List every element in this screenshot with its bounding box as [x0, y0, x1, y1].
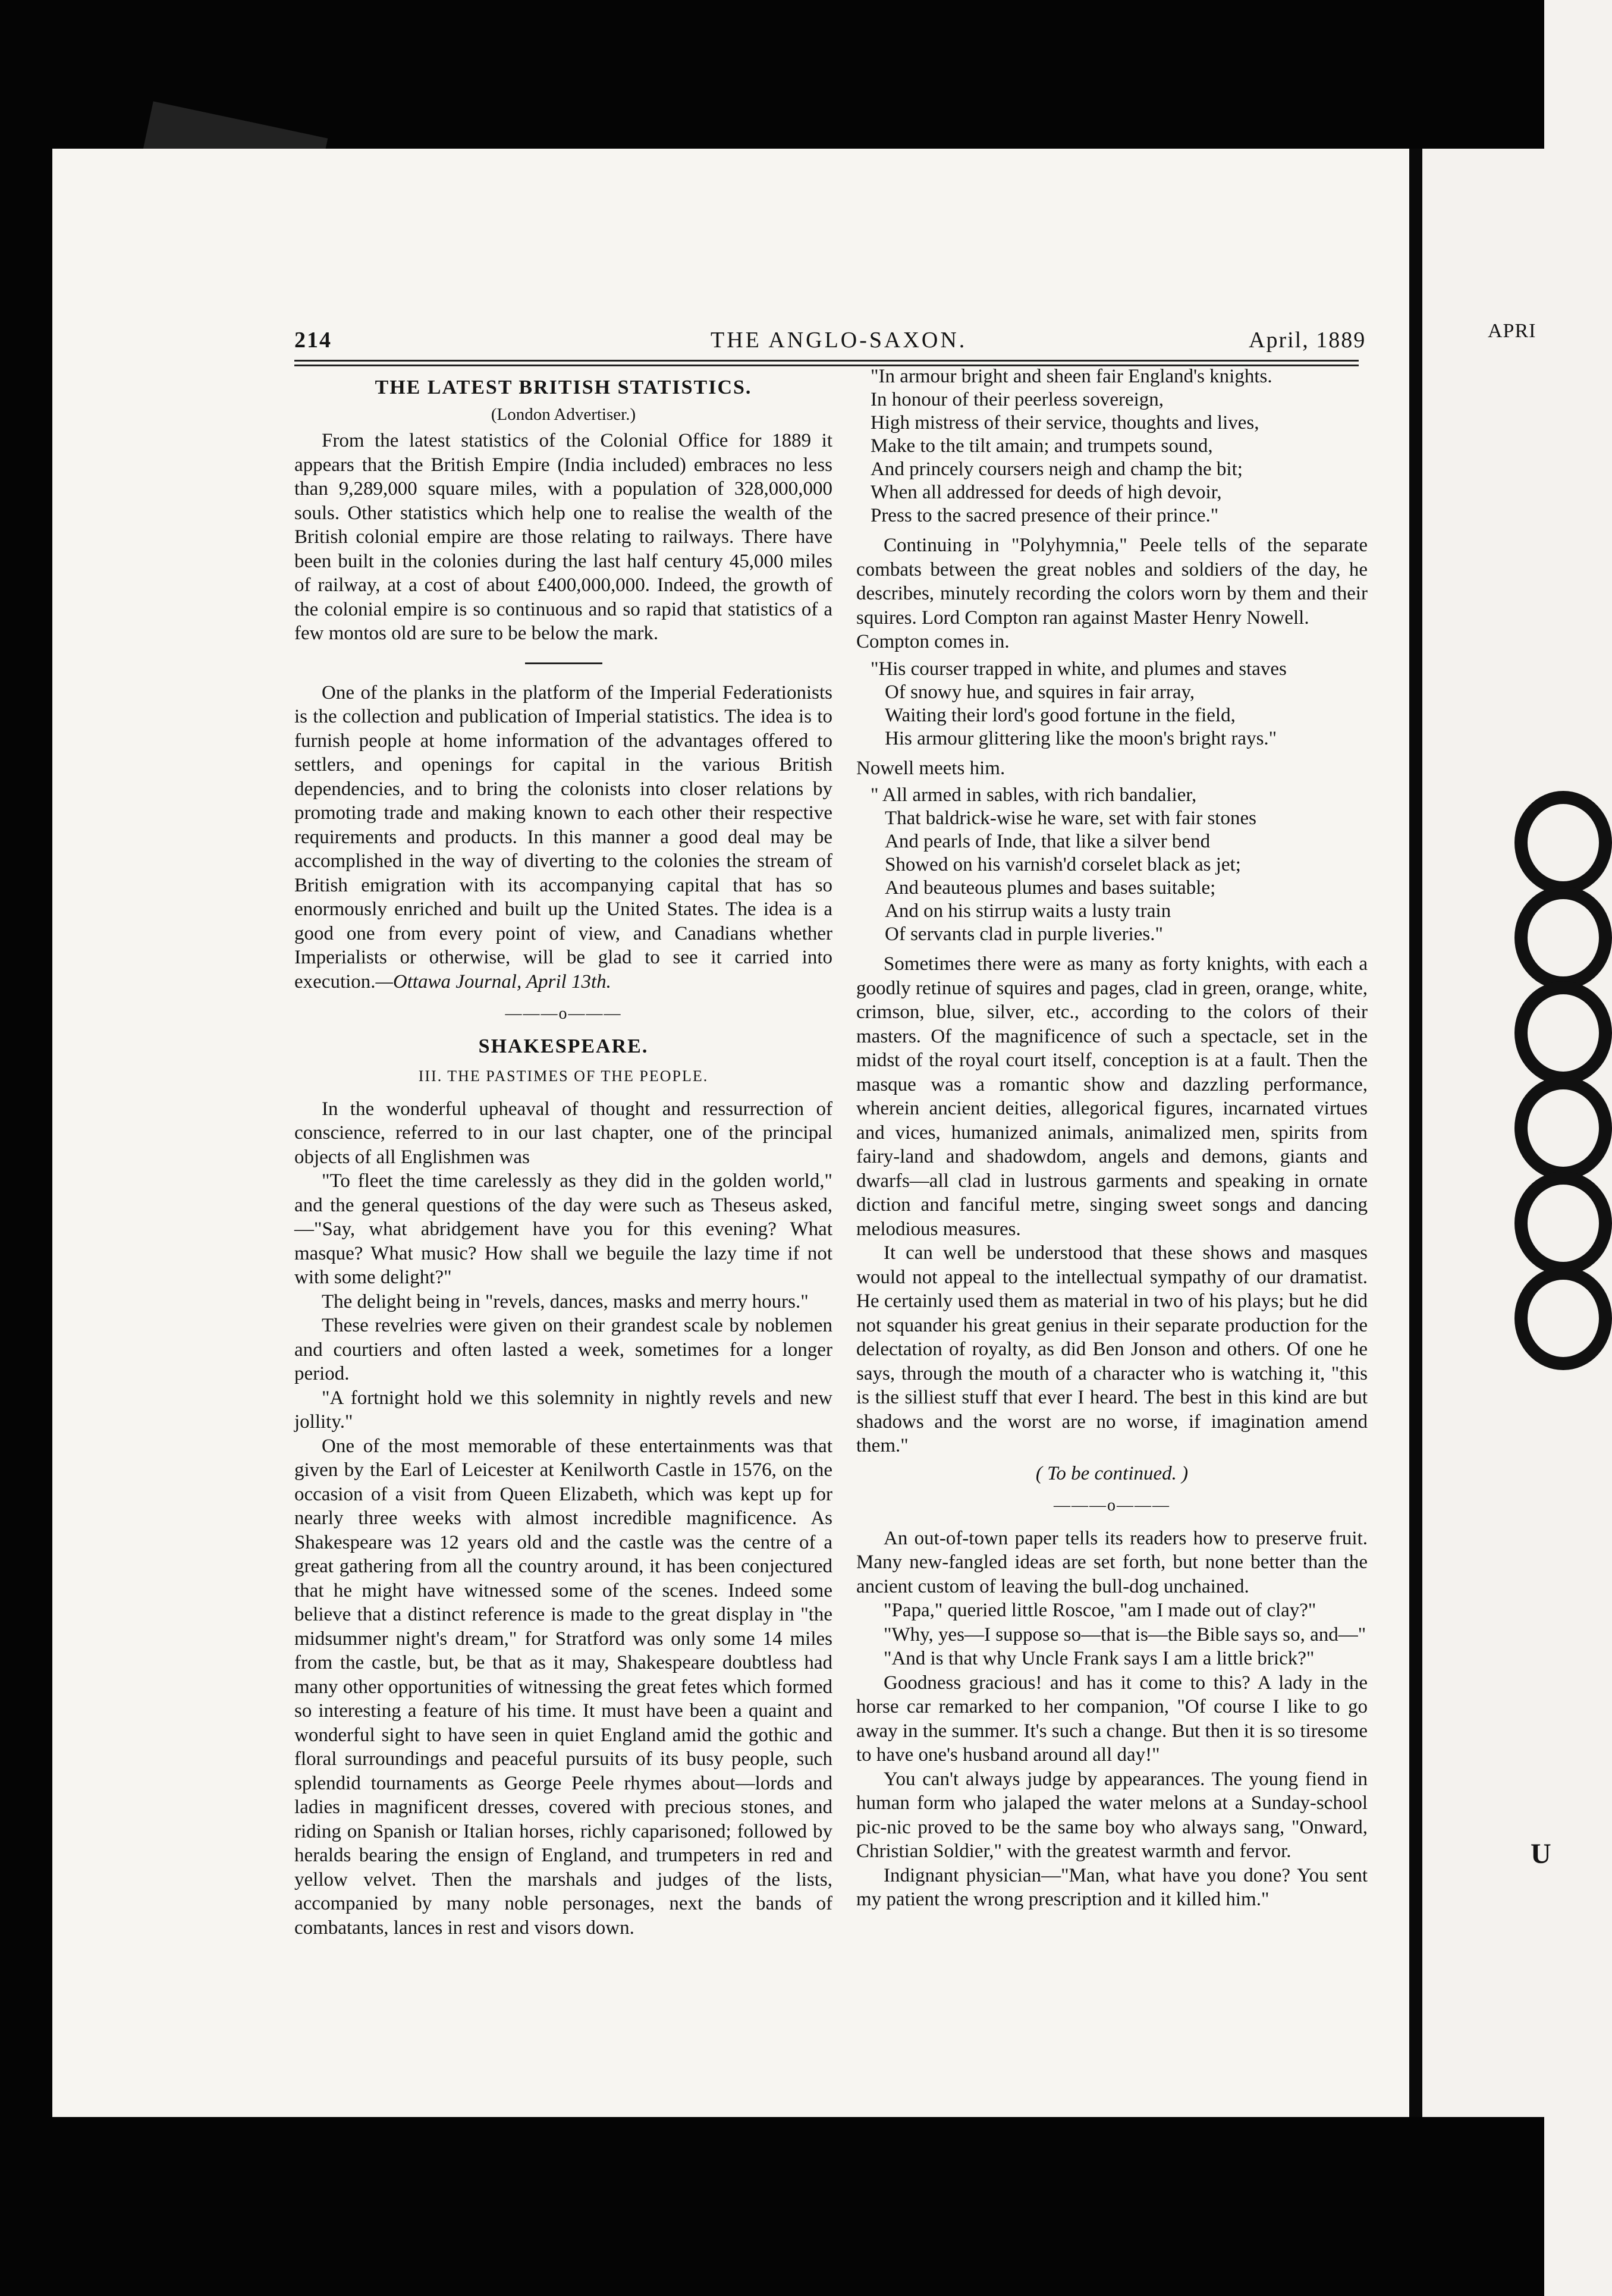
letter-o-fragment	[1514, 791, 1612, 894]
letter-o-fragment	[1514, 981, 1612, 1085]
verse-line: His armour glittering like the moon's bright rays."	[885, 727, 1277, 749]
paragraph-text: One of the planks in the platform of the Imperial Federationists is the collection and publication of Imperial statistics. The idea is to furnish people at home information of the advantages offered to settlers, and openings for capital in the various British dependencies, and to bring the colonists into closer relations by promoting trade and making known to each other their respective requirements and products. In this manner a good deal may be accomplished in the way of diverting to the colonies the stream of British emigration with its accompanying capital that has so enormously enriched and built up the United States. The idea is a good one from every point of view, and Canadians whether Imperialists or otherwise, will be glad to see it carried into execution.	[294, 681, 832, 992]
scan-border-left	[0, 0, 52, 2296]
article-title: SHAKESPEARE.	[478, 1035, 649, 1057]
verse-line: Showed on his varnish'd corselet black as jet;	[885, 854, 1241, 875]
article-paragraph: The delight being in "revels, dances, masks and merry hours."	[322, 1290, 809, 1312]
misc-paragraph: An out-of-town paper tells its readers how to preserve fruit. Many new-fangled ideas are set forth, but none better than the ancient custom of leaving the bull-dog unchained.	[856, 1527, 1368, 1597]
next-page-edge	[1422, 149, 1551, 2117]
verse-line: And pearls of Inde, that like a silver bend	[885, 831, 1211, 852]
letter-u-fragment: U	[1531, 1838, 1551, 1870]
misc-paragraph: "Why, yes—I suppose so—that is—the Bible says so, and—"	[884, 1623, 1366, 1645]
section-divider: ———o———	[505, 1004, 622, 1023]
section-divider	[525, 662, 602, 664]
article-source: (London Advertiser.)	[491, 404, 636, 424]
verse-line: And princely coursers neigh and champ the bit;	[871, 458, 1243, 480]
verse-block	[871, 365, 1368, 527]
verse-block	[871, 784, 1368, 946]
misc-paragraph: Goodness gracious! and has it come to this? A lady in the horse car remarked to her companion, "Of course I like to go away in the summer. It's such a change. But then it is so tiresome to have one's husband around all day!"	[856, 1672, 1368, 1766]
verse-line: Make to the tilt amain; and trumpets sound,	[871, 435, 1213, 457]
letter-o-fragment	[1514, 886, 1612, 990]
verse-line: In honour of their peerless sovereign,	[871, 389, 1164, 410]
misc-paragraph: "Papa," queried little Roscoe, "am I made out of clay?"	[884, 1600, 1316, 1621]
page-gutter	[1409, 149, 1422, 2117]
article-paragraph	[294, 681, 832, 994]
verse-line: That baldrick-wise he ware, set with fair stones	[885, 808, 1256, 829]
article-paragraph: These revelries were given on their grandest scale by noblemen and courtiers and often lasted a week, sometimes for a longer period.	[294, 1315, 832, 1384]
article-subtitle: III. THE PASTIMES OF THE PEOPLE.	[418, 1067, 709, 1085]
article-paragraph: "A fortnight hold we this solemnity in nightly revels and new jollity."	[294, 1387, 832, 1433]
next-page-header: APRI	[1488, 320, 1536, 342]
column-left	[294, 376, 832, 1940]
citation: —Ottawa Journal, April 13th.	[375, 970, 611, 992]
verse-line: Of servants clad in purple liveries."	[885, 924, 1163, 945]
article-paragraph: Sometimes there were as many as forty knights, with each a goodly retinue of squires and pages, clad in green, orange, white, crimson, blue, silver, etc., according to the colors of their masters. Of the magnificence of such a spectacle, set in the midst of the royal court itself, conception is at a fault. Then the masque was a romantic show and dazzling performance, wherein ancient deities, allegorical figures, incarnated virtues and vices, humanized animals, animalized men, spirits from fairy-land and shadowdom, angels and demons, giants and dwarfs—all clad in lustrous garments and speaking in ornate diction and fanciful metre, singing sweet songs and dancing melodious measures.	[856, 953, 1368, 1240]
verse-line: And on his stirrup waits a lusty train	[885, 900, 1171, 922]
article-paragraph: Continuing in "Polyhymnia," Peele tells of the separate combats between the great nobles and soldiers of the day, he describes, minutely recording the colors worn by them and their squires. Lord Compton ran against Master Henry Nowell.	[856, 535, 1368, 629]
verse-line: Press to the sacred presence of their prince."	[871, 505, 1219, 526]
column-right	[856, 362, 1368, 1912]
verse-line: Waiting their lord's good fortune in the field,	[885, 704, 1236, 726]
verse-line: And beauteous plumes and bases suitable;	[885, 877, 1216, 899]
misc-paragraph: Indignant physician—"Man, what have you done? You sent my patient the wrong prescription and it killed him."	[856, 1864, 1368, 1910]
issue-date: April, 1889	[1249, 328, 1366, 353]
article-paragraph: Nowell meets him.	[856, 757, 1005, 779]
verse-line: "His courser trapped in white, and plumes and staves	[871, 658, 1287, 680]
continued-note: ( To be continued. )	[1035, 1462, 1189, 1484]
verse-line: "In armour bright and sheen fair England's knights.	[871, 366, 1272, 387]
publication-title: THE ANGLO-SAXON.	[711, 328, 967, 353]
article-paragraph: In the wonderful upheaval of thought and ressurrection of conscience, referred to in our last chapter, one of the principal objects of all Englishmen was	[294, 1098, 832, 1168]
verse-line: " All armed in sables, with rich bandalier,	[871, 784, 1197, 806]
article-paragraph: "To fleet the time carelessly as they did in the golden world," and the general questions of the day were such as Theseus asked,—"Say, what abridgement have you for this evening? What masque? What music? How shall we beguile the lazy time if not with some delight?"	[294, 1170, 832, 1288]
letter-o-fragment	[1514, 1267, 1612, 1370]
letter-o-fragment	[1514, 1076, 1612, 1180]
section-divider: ———o———	[1054, 1496, 1170, 1515]
article-title: THE LATEST BRITISH STATISTICS.	[375, 376, 752, 398]
verse-line: Of snowy hue, and squires in fair array,	[885, 681, 1195, 703]
verse-line: When all addressed for deeds of high devoir,	[871, 482, 1222, 503]
verse-line: High mistress of their service, thoughts and lives,	[871, 412, 1259, 434]
article-paragraph: One of the most memorable of these entertainments was that given by the Earl of Leicester at Kenilworth Castle in 1576, on the occasion of a visit from Queen Elizabeth, which was kept up for nearly three weeks with almost incredible magnificence. As Shakespeare was 12 years old and the castle was the centre of a great gathering from all the country around, it has been conjectured that he might have witnessed some of the scenes. Indeed some believe that a distinct reference is made to the great display in "the midsummer night's dream," for Stratford was only some 14 miles from the castle, but, be that as it may, Shakespeare doubtless had many other opportunities of witnessing the great fetes which formed so interesting a feature of his time. It must have been a quaint and wonderful sight to have seen in quiet England amid the gothic and floral surroundings and peaceful pursuits of its busy people, such splendid tournaments as George Peele rhymes about—lords and ladies in magnificent dresses, covered with precious stones, and riding on Spanish or Italian horses, richly caparisoned; followed by heralds bearing the ensign of England, and trumpeters in red and yellow velvet. Then the marshals and judges of the lists, accompanied by many noble personages, next the bands of combatants, lances in rest and visors down.	[294, 1435, 832, 1939]
letter-o-fragment	[1514, 1171, 1612, 1275]
misc-paragraph: "And is that why Uncle Frank says I am a little brick?"	[884, 1648, 1315, 1669]
page-number: 214	[294, 328, 332, 353]
article-paragraph: It can well be understood that these shows and masques would not appeal to the intellectual sympathy of our dramatist. He certainly used them as material in two of his plays; but he did not squander his great genius in their separate production for the delectation of royalty, as did Ben Jonson and others. Of one he says, through the mouth of a character who is watching it, "this is the silliest stuff that ever I heard. The best in this kind are but shadows and the worst are no worse, if imagination amend them."	[856, 1242, 1368, 1456]
misc-paragraph: You can't always judge by appearances. The young fiend in human form who jalaped the water melons at a Sunday-school pic-nic proved to be the same boy who always sang, "Onward, Christian Soldier," with the greatest warmth and fervor.	[856, 1768, 1368, 1862]
verse-block	[871, 658, 1368, 750]
scan-border-bottom	[0, 2117, 1544, 2296]
article-paragraph: Compton comes in.	[856, 631, 1010, 652]
article-paragraph: From the latest statistics of the Colonial Office for 1889 it appears that the British Empire (India included) embraces no less than 9,289,000 square miles, with a population of 328,000,000 souls. Other statistics which help one to realise the wealth of the British colonial empire are those relating to railways. There have been built in the colonies during the last half century 45,000 miles of railway, at a cost of about £400,000,000. Indeed, the growth of the colonial empire is so continuous and so rapid that statistics of a few montos old are sure to be below the mark.	[294, 430, 832, 644]
